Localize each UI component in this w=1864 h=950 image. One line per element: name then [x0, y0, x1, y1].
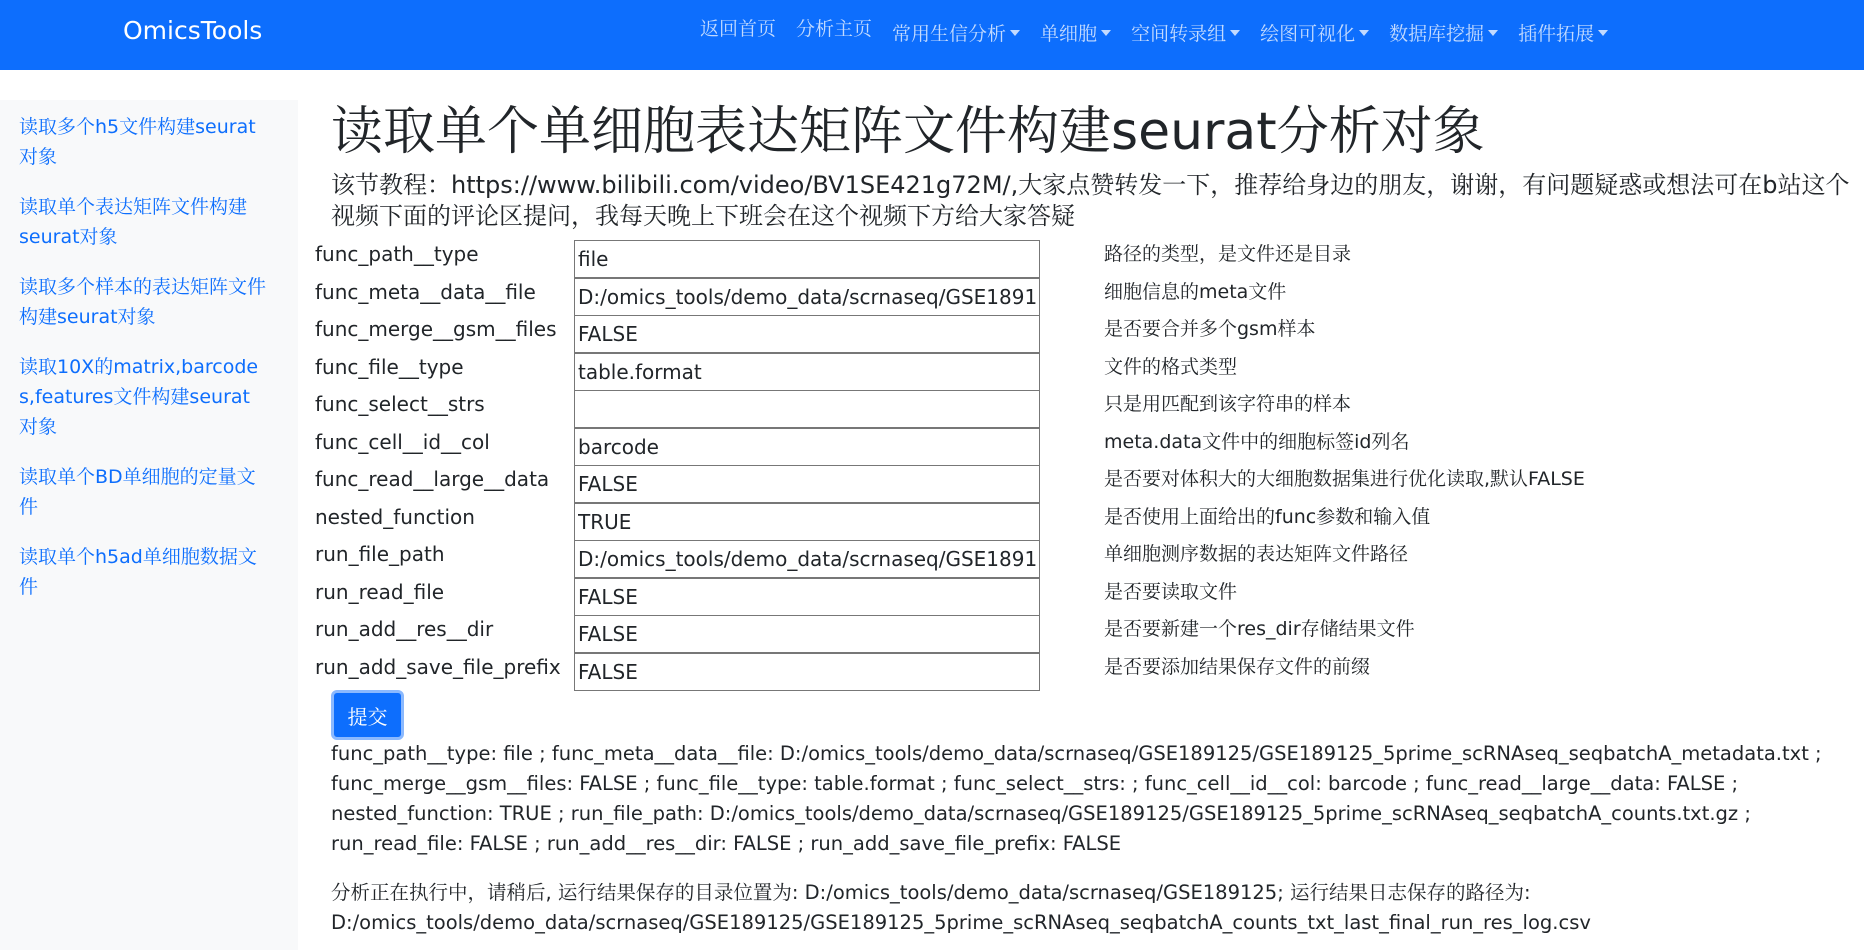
form-row [315, 653, 1815, 691]
nav-analysis-home-label: 分析主页 [796, 18, 873, 40]
caret-down-icon [1598, 30, 1608, 36]
field-description: 细胞信息的meta文件 [1104, 280, 1287, 303]
field-label: func_read__large__data [315, 467, 550, 491]
func-select-strs-input[interactable] [574, 390, 1040, 428]
tutorial-intro: 该节教程：https://www.bilibili.com/video/BV1SE421g72M/,大家点赞转发一下，推荐给身边的朋友，谢谢，有问题疑惑或想法可在b站这个视频下面的评论区提问，我每天晚上下班会在这个视频下方给大家答疑 [331, 171, 1850, 230]
run-status: 分析正在执行中，请稍后, 运行结果保存的目录位置为: D:/omics_tools/demo_data/scrnaseq/GSE189125; 运行结果日志保存的路径为: D:/omics_tools/demo_data/scrnaseq/GSE189125/GSE189125_5prime_scRNAseq_seqbatchA_counts_txt_last_final_run_res_log.csv [331, 881, 1591, 934]
nav-spatial-label: 空间转录组 [1131, 23, 1227, 45]
form-row [315, 428, 1815, 466]
func-cell-id-col-input[interactable] [574, 428, 1040, 466]
func-merge-gsm-files-input[interactable] [574, 315, 1040, 353]
func-file-type-input[interactable] [574, 353, 1040, 391]
func-path-type-input[interactable] [574, 240, 1040, 278]
nested-function-input[interactable] [574, 503, 1040, 541]
nav-plotting[interactable] [1260, 0, 1369, 46]
sidebar-item-h5ad[interactable]: 读取单个h5ad单细胞数据文件 [19, 546, 257, 598]
sidebar-item-single-matrix[interactable]: 读取单个表达矩阵文件构建seurat对象 [19, 196, 248, 248]
field-label: run_add_save_file_prefix [315, 654, 561, 679]
form-row [315, 578, 1815, 616]
run-add-save-file-prefix-input[interactable] [574, 653, 1040, 691]
field-label: func_file__type [315, 354, 464, 379]
sidebar-item-multi-h5[interactable]: 读取多个h5文件构建seurat对象 [19, 116, 256, 168]
func-meta-data-file-input[interactable] [574, 278, 1040, 316]
field-description: 是否要读取文件 [1104, 580, 1238, 603]
field-label: func_meta__data__file [315, 279, 536, 304]
field-label: func_merge__gsm__files [315, 317, 557, 341]
caret-down-icon [1230, 30, 1240, 36]
nav-plotting-label: 绘图可视化 [1260, 23, 1356, 45]
nav-plugins-label: 插件拓展 [1518, 23, 1595, 45]
nav-single-cell-label: 单细胞 [1040, 23, 1098, 45]
field-description: 是否要对体积大的大细胞数据集进行优化读取,默认FALSE [1104, 468, 1585, 490]
form-row [315, 465, 1815, 503]
sidebar-item-bd-single-cell[interactable]: 读取单个BD单细胞的定量文件 [19, 466, 256, 518]
field-description: 单细胞测序数据的表达矩阵文件路径 [1104, 543, 1409, 565]
nav-plugins[interactable] [1518, 0, 1608, 46]
nav-single-cell[interactable] [1040, 0, 1111, 46]
sidebar [0, 100, 298, 950]
run-read-file-input[interactable] [574, 578, 1040, 616]
nav-home-label: 返回首页 [700, 18, 777, 40]
caret-down-icon [1010, 30, 1020, 36]
parameter-summary: func_path__type: file ; func_meta__data__file: D:/omics_tools/demo_data/scrnaseq/GSE189125/GSE189125_5prime_scRNAseq_seqbatchA_metadata.txt ; func_merge__gsm__files: FALSE ; func_file__type: table.format ; func_select__strs: ; func_cell__id__col: barcode ; func_read__large__data: FALSE ; nested_function: TRUE ; run_file_path: D:/omics_tools/demo_data/scrnaseq/GSE189125/GSE189125_5prime_scRNAseq_seqbatchA_counts.txt.gz ; run_read_file: FALSE ; run_add__res__dir: FALSE ; run_add_save_file_prefix: FALSE [331, 742, 1822, 855]
func-read-large-data-input[interactable] [574, 465, 1040, 503]
form-row [315, 353, 1815, 391]
field-label: run_add__res__dir [315, 617, 494, 641]
submit-button[interactable]: 提交 [331, 690, 404, 740]
nav-links [700, 0, 1628, 70]
nav-spatial[interactable] [1131, 0, 1240, 46]
field-description: meta.data文件中的细胞标签id列名 [1104, 430, 1410, 453]
run-add-res-dir-input[interactable] [574, 615, 1040, 653]
form-row [315, 540, 1815, 578]
caret-down-icon [1359, 30, 1369, 36]
field-label: run_read_file [315, 579, 445, 604]
field-label: func_path__type [315, 242, 479, 266]
form-row [315, 615, 1815, 653]
field-description: 文件的格式类型 [1104, 355, 1238, 378]
top-navbar [0, 0, 1864, 70]
nav-database-label: 数据库挖掘 [1389, 23, 1485, 45]
field-description: 路径的类型，是文件还是目录 [1104, 243, 1352, 265]
field-description: 是否要新建一个res_dir存储结果文件 [1104, 618, 1415, 640]
form-row [315, 390, 1815, 428]
nav-analysis-home[interactable] [796, 0, 872, 41]
form-row [315, 503, 1815, 541]
field-description: 只是用匹配到该字符串的样本 [1104, 393, 1352, 415]
sidebar-item-multi-sample-matrix[interactable]: 读取多个样本的表达矩阵文件构建seurat对象 [19, 276, 267, 328]
field-label: func_select__strs [315, 392, 485, 416]
sidebar-item-10x-files[interactable]: 读取10X的matrix,barcodes,features文件构建seurat对象 [19, 356, 259, 438]
nav-database[interactable] [1389, 0, 1498, 46]
brand-logo[interactable]: OmicsTools [123, 16, 263, 45]
run-file-path-input[interactable] [574, 540, 1040, 578]
field-label: run_file_path [315, 542, 445, 566]
nav-common-bioinfo-label: 常用生信分析 [892, 23, 1007, 45]
nav-common-bioinfo[interactable] [892, 0, 1020, 46]
caret-down-icon [1488, 30, 1498, 36]
form-row [315, 240, 1815, 278]
field-description: 是否使用上面给出的func参数和输入值 [1104, 505, 1431, 528]
field-description: 是否要添加结果保存文件的前缀 [1104, 655, 1371, 678]
page-title: 读取单个单细胞表达矩阵文件构建seurat分析对象 [331, 102, 1485, 162]
field-label: nested_function [315, 504, 475, 529]
caret-down-icon [1101, 30, 1111, 36]
form-row [315, 278, 1815, 316]
nav-home[interactable] [700, 0, 776, 41]
field-label: func_cell__id__col [315, 429, 490, 454]
form-row [315, 315, 1815, 353]
field-description: 是否要合并多个gsm样本 [1104, 318, 1316, 340]
